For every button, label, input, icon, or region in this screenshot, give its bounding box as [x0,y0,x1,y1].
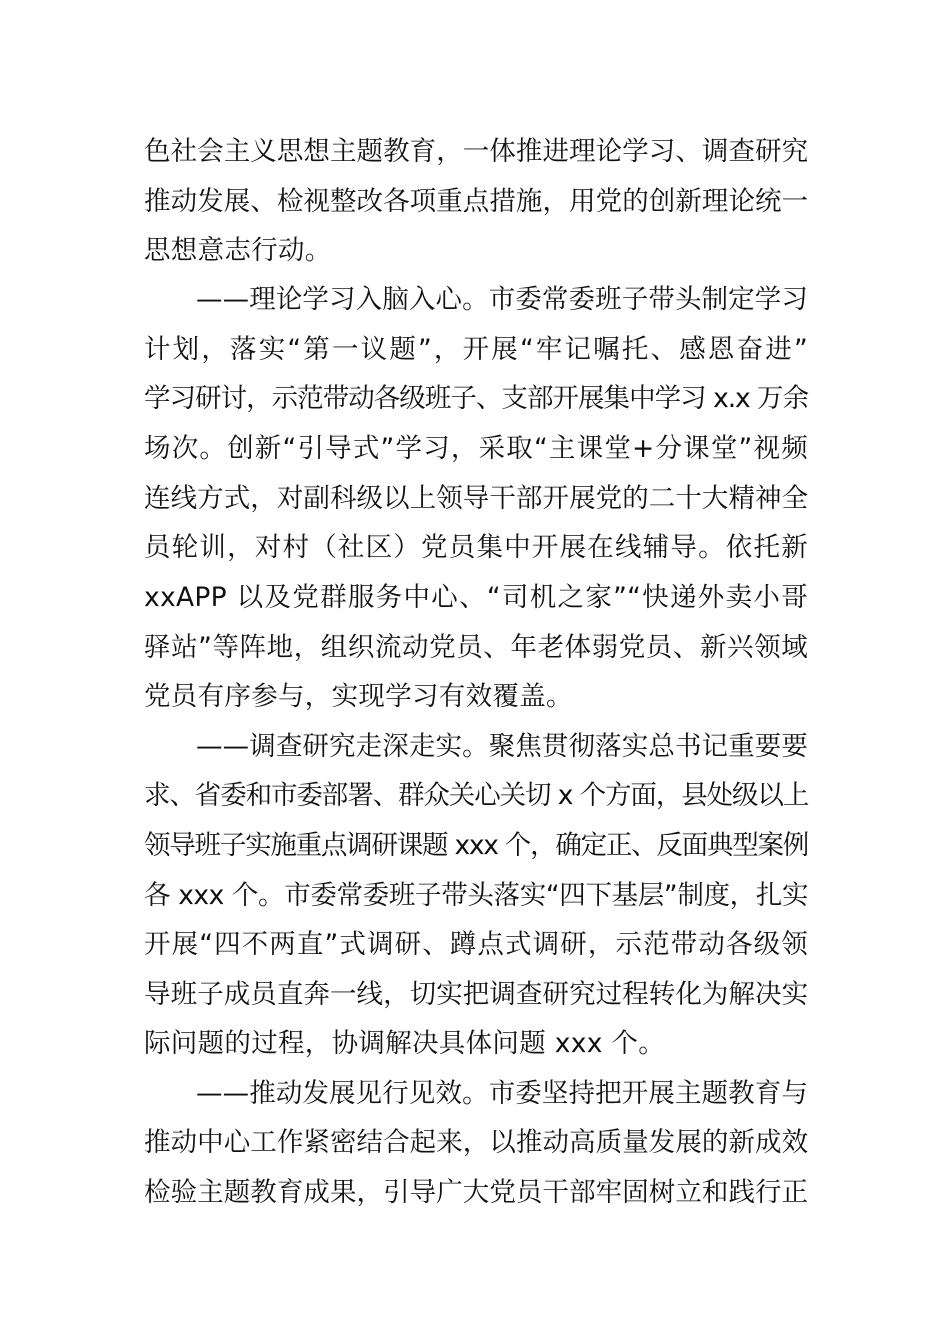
text-line: 驿站”等阵地，组织流动党员、年老体弱党员、新兴领域 [144,632,808,663]
text-line: 学习研讨，示范带动各级班子、支部开展集中学习 x.x 万余 [144,383,808,414]
text-line: 推动发展、检视整改各项重点措施，用党的创新理论统一 [144,186,808,217]
text-line: 党员有序参与，实现学习有效覆盖。 [144,681,573,712]
section-heading-line: ——理论学习入脑入心。市委常委班子带头制定学习 [196,284,808,315]
text-line: 推动中心工作紧密结合起来，以推动高质量发展的新成效 [144,1127,808,1158]
text-line: 场次。创新“引导式”学习，采取“主课堂+分课堂”视频 [144,433,808,464]
section-heading-line: ——推动发展见行见效。市委坚持把开展主题教育与 [196,1078,808,1109]
text-line: 思想意志行动。 [144,235,332,266]
text-line: 员轮训，对村（社区）党员集中开展在线辅导。依托新 [144,532,808,563]
text-line: 连线方式，对副科级以上领导干部开展党的二十大精神全 [144,483,808,514]
section-heading-line: ——调查研究走深走实。聚焦贯彻落实总书记重要要 [196,731,808,762]
text-line: 际问题的过程，协调解决具体问题 xxx 个。 [144,1028,665,1059]
text-line: 色社会主义思想主题教育，一体推进理论学习、调查研究 [144,136,808,167]
text-line: 各 xxx 个。市委常委班子带头落实“四下基层”制度，扎实 [144,880,808,911]
text-line: 导班子成员直奔一线，切实把调查研究过程转化为解决实 [144,979,808,1010]
text-line: 计划，落实“第一议题”，开展“牢记嘱托、感恩奋进” [144,334,808,365]
text-line: xxAPP 以及党群服务中心、“司机之家”“快递外卖小哥 [144,582,808,613]
text-line: 开展“四不两直”式调研、蹲点式调研，示范带动各级领 [144,929,808,960]
text-line: 领导班子实施重点调研课题 xxx 个，确定正、反面典型案例 [144,830,808,861]
text-line: 求、省委和市委部署、群众关心关切 x 个方面，县处级以上 [144,780,809,811]
text-line: 检验主题教育成果，引导广大党员干部牢固树立和践行正 [144,1177,808,1208]
